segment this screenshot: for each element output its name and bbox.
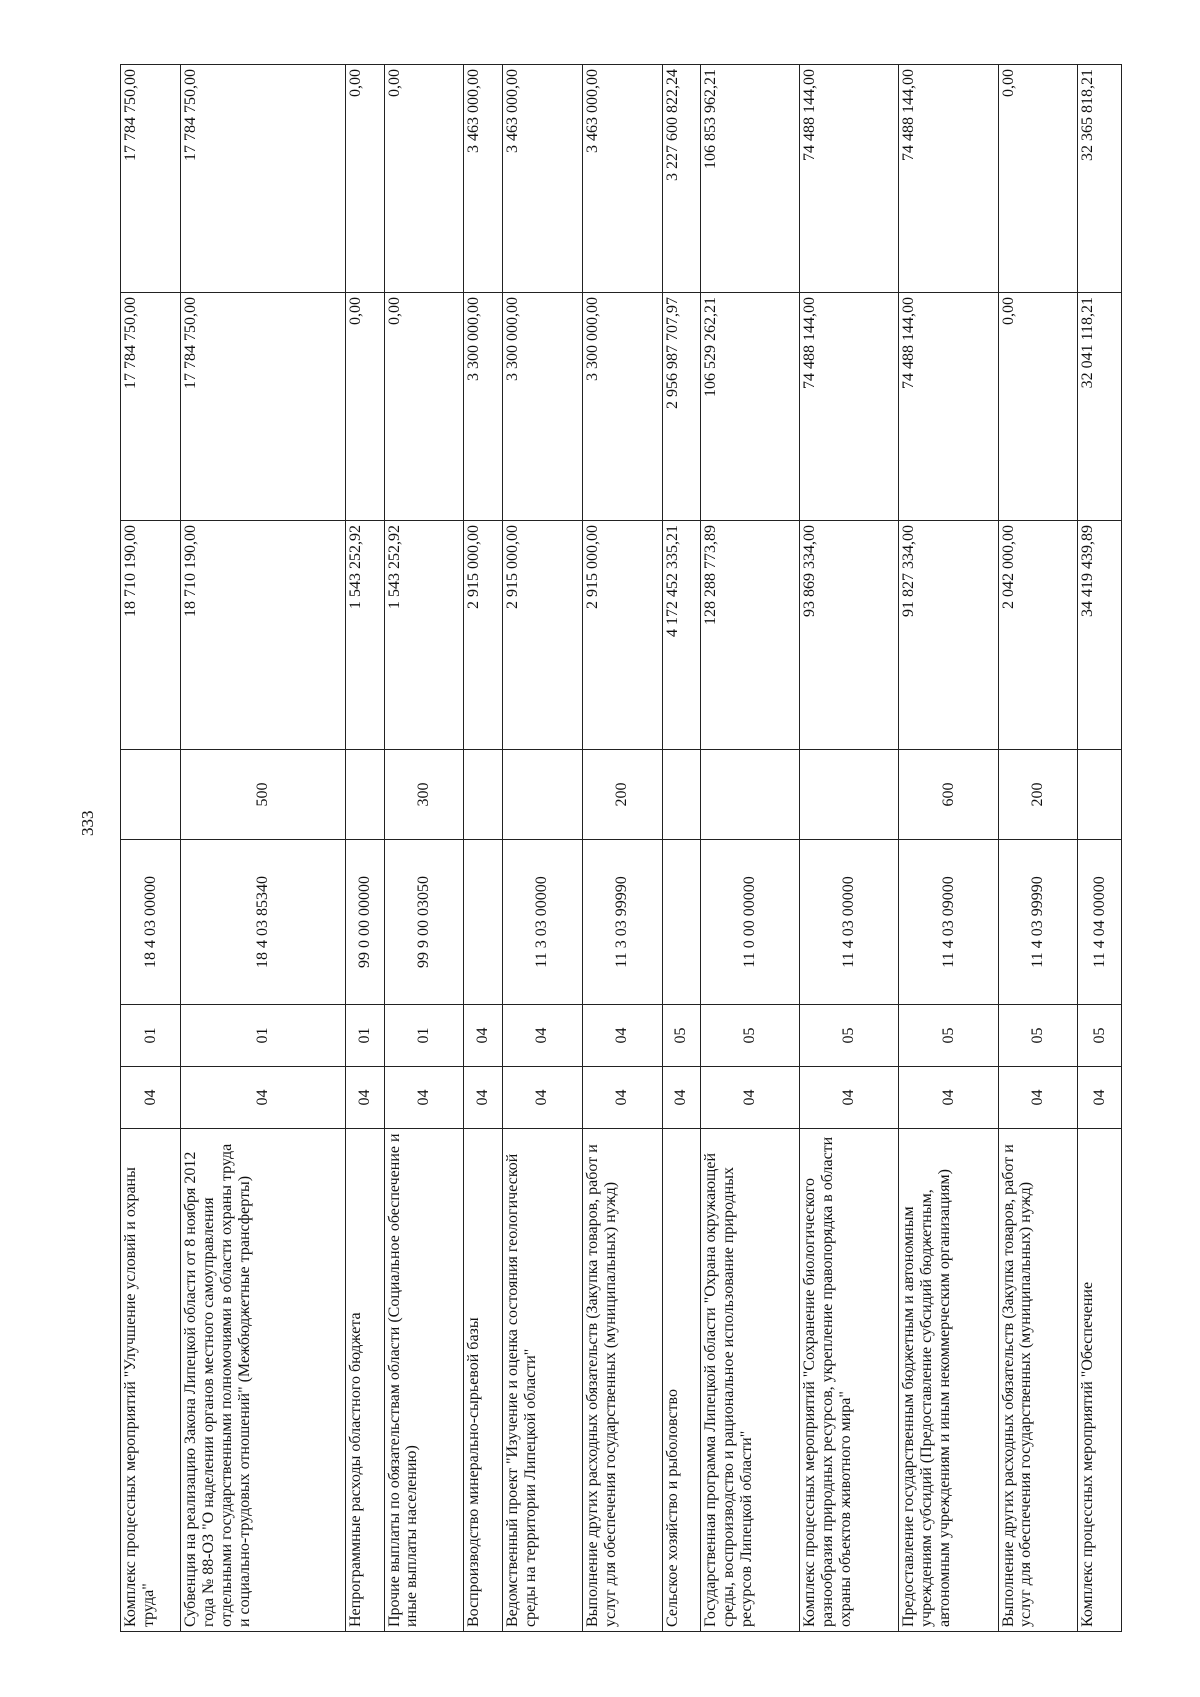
target-article-cell: 11 4 03 00000 bbox=[800, 840, 899, 1005]
expense-kind-cell: 200 bbox=[582, 750, 662, 840]
amount-year3-cell: 3 463 000,00 bbox=[502, 65, 582, 293]
expense-name-cell: Комплекс процессных мероприятий "Обеспечение bbox=[1078, 1129, 1122, 1632]
target-article-cell: 11 3 03 99990 bbox=[582, 840, 662, 1005]
target-article-cell: 11 4 03 09000 bbox=[899, 840, 998, 1005]
amount-year1-cell: 2 915 000,00 bbox=[502, 521, 582, 750]
expense-name-cell: Комплекс процессных мероприятий "Сохранение биологического разнообразия природных ресурсов, укрепление правопорядка в области охраны объектов животного мира" bbox=[800, 1129, 899, 1632]
table-row bbox=[662, 65, 701, 1632]
subsection-code-cell: 05 bbox=[701, 1005, 800, 1067]
expense-name-cell: Выполнение других расходных обязательств (Закупка товаров, работ и услуг для обеспечения государственных (муниципальных) нужд) bbox=[998, 1129, 1078, 1632]
amount-year3-cell: 3 463 000,00 bbox=[464, 65, 503, 293]
amount-year2-cell: 0,00 bbox=[998, 293, 1078, 521]
amount-year1-cell: 34 419 439,89 bbox=[1078, 521, 1122, 750]
amount-year3-cell: 0,00 bbox=[998, 65, 1078, 293]
section-code-cell: 04 bbox=[800, 1067, 899, 1129]
expense-name-cell: Предоставление государственным бюджетным и автономным учреждениям субсидий (Предоставление субсидий бюджетным, автономным учреждениям и иным некоммерческим организациям) bbox=[899, 1129, 998, 1632]
amount-year1-cell: 18 710 190,00 bbox=[181, 521, 345, 750]
section-code-cell: 04 bbox=[582, 1067, 662, 1129]
section-code-cell: 04 bbox=[662, 1067, 701, 1129]
expense-kind-cell bbox=[662, 750, 701, 840]
subsection-code-cell: 05 bbox=[899, 1005, 998, 1067]
subsection-code-cell: 05 bbox=[662, 1005, 701, 1067]
amount-year1-cell: 1 543 252,92 bbox=[345, 521, 384, 750]
target-article-cell: 11 4 04 00000 bbox=[1078, 840, 1122, 1005]
subsection-code-cell: 04 bbox=[582, 1005, 662, 1067]
table-row bbox=[464, 65, 503, 1632]
expense-kind-cell bbox=[502, 750, 582, 840]
section-code-cell: 04 bbox=[1078, 1067, 1122, 1129]
table-row bbox=[701, 65, 800, 1632]
table-row bbox=[998, 65, 1078, 1632]
section-code-cell: 04 bbox=[899, 1067, 998, 1129]
expense-kind-cell bbox=[345, 750, 384, 840]
subsection-code-cell: 01 bbox=[121, 1005, 181, 1067]
expense-kind-cell bbox=[701, 750, 800, 840]
amount-year1-cell: 4 172 452 335,21 bbox=[662, 521, 701, 750]
section-code-cell: 04 bbox=[345, 1067, 384, 1129]
table-row bbox=[1078, 65, 1122, 1632]
amount-year2-cell: 2 956 987 707,97 bbox=[662, 293, 701, 521]
section-code-cell: 04 bbox=[701, 1067, 800, 1129]
table-row bbox=[345, 65, 384, 1632]
expense-kind-cell: 500 bbox=[181, 750, 345, 840]
amount-year3-cell: 3 227 600 822,24 bbox=[662, 65, 701, 293]
section-code-cell: 04 bbox=[464, 1067, 503, 1129]
budget-table bbox=[120, 64, 1122, 1632]
amount-year2-cell: 3 300 000,00 bbox=[464, 293, 503, 521]
rotated-budget-table-container bbox=[120, 65, 1122, 1632]
subsection-code-cell: 05 bbox=[998, 1005, 1078, 1067]
expense-name-cell: Государственная программа Липецкой области "Охрана окружающей среды, воспроизводство и рациональное использование природных ресурсов Липецкой области" bbox=[701, 1129, 800, 1632]
table-row bbox=[502, 65, 582, 1632]
expense-kind-cell bbox=[1078, 750, 1122, 840]
table-row bbox=[384, 65, 464, 1632]
subsection-code-cell: 01 bbox=[384, 1005, 464, 1067]
target-article-cell: 18 4 03 00000 bbox=[121, 840, 181, 1005]
amount-year2-cell: 32 041 118,21 bbox=[1078, 293, 1122, 521]
target-article-cell: 99 0 00 00000 bbox=[345, 840, 384, 1005]
section-code-cell: 04 bbox=[502, 1067, 582, 1129]
amount-year3-cell: 32 365 818,21 bbox=[1078, 65, 1122, 293]
subsection-code-cell: 01 bbox=[181, 1005, 345, 1067]
target-article-cell bbox=[464, 840, 503, 1005]
amount-year1-cell: 91 827 334,00 bbox=[899, 521, 998, 750]
amount-year1-cell: 128 288 773,89 bbox=[701, 521, 800, 750]
amount-year2-cell: 74 488 144,00 bbox=[800, 293, 899, 521]
expense-kind-cell bbox=[464, 750, 503, 840]
subsection-code-cell: 04 bbox=[464, 1005, 503, 1067]
expense-name-cell: Субвенция на реализацию Закона Липецкой области от 8 ноября 2012 года № 88-ОЗ "О наделении органов местного самоуправления отдельными государственными полномочиями в области охраны труда и социально-трудовых отношений" (Межбюджетные трансферты) bbox=[181, 1129, 345, 1632]
expense-name-cell: Воспроизводство минерально-сырьевой базы bbox=[464, 1129, 503, 1632]
target-article-cell: 11 3 03 00000 bbox=[502, 840, 582, 1005]
expense-kind-cell bbox=[800, 750, 899, 840]
amount-year1-cell: 2 915 000,00 bbox=[582, 521, 662, 750]
expense-name-cell: Ведомственный проект "Изучение и оценка состояния геологической среды на территории Липецкой области" bbox=[502, 1129, 582, 1632]
expense-name-cell: Непрограммные расходы областного бюджета bbox=[345, 1129, 384, 1632]
table-row bbox=[800, 65, 899, 1632]
expense-name-cell: Комплекс процессных мероприятий "Улучшение условий и охраны труда" bbox=[121, 1129, 181, 1632]
table-row bbox=[899, 65, 998, 1632]
section-code-cell: 04 bbox=[384, 1067, 464, 1129]
target-article-cell bbox=[662, 840, 701, 1005]
section-code-cell: 04 bbox=[121, 1067, 181, 1129]
amount-year3-cell: 17 784 750,00 bbox=[121, 65, 181, 293]
amount-year3-cell: 17 784 750,00 bbox=[181, 65, 345, 293]
amount-year3-cell: 3 463 000,00 bbox=[582, 65, 662, 293]
subsection-code-cell: 05 bbox=[800, 1005, 899, 1067]
amount-year3-cell: 0,00 bbox=[384, 65, 464, 293]
target-article-cell: 11 0 00 00000 bbox=[701, 840, 800, 1005]
expense-kind-cell bbox=[121, 750, 181, 840]
amount-year1-cell: 1 543 252,92 bbox=[384, 521, 464, 750]
expense-name-cell: Выполнение других расходных обязательств (Закупка товаров, работ и услуг для обеспечения государственных (муниципальных) нужд) bbox=[582, 1129, 662, 1632]
subsection-code-cell: 04 bbox=[502, 1005, 582, 1067]
subsection-code-cell: 05 bbox=[1078, 1005, 1122, 1067]
subsection-code-cell: 01 bbox=[345, 1005, 384, 1067]
target-article-cell: 99 9 00 03050 bbox=[384, 840, 464, 1005]
amount-year1-cell: 2 042 000,00 bbox=[998, 521, 1078, 750]
amount-year2-cell: 0,00 bbox=[345, 293, 384, 521]
section-code-cell: 04 bbox=[181, 1067, 345, 1129]
table-row bbox=[181, 65, 345, 1632]
amount-year1-cell: 18 710 190,00 bbox=[121, 521, 181, 750]
amount-year2-cell: 17 784 750,00 bbox=[181, 293, 345, 521]
amount-year2-cell: 106 529 262,21 bbox=[701, 293, 800, 521]
amount-year3-cell: 74 488 144,00 bbox=[800, 65, 899, 293]
amount-year3-cell: 0,00 bbox=[345, 65, 384, 293]
amount-year1-cell: 2 915 000,00 bbox=[464, 521, 503, 750]
target-article-cell: 18 4 03 85340 bbox=[181, 840, 345, 1005]
amount-year1-cell: 93 869 334,00 bbox=[800, 521, 899, 750]
amount-year2-cell: 3 300 000,00 bbox=[502, 293, 582, 521]
section-code-cell: 04 bbox=[998, 1067, 1078, 1129]
amount-year3-cell: 106 853 962,21 bbox=[701, 65, 800, 293]
expense-name-cell: Сельское хозяйство и рыболовство bbox=[662, 1129, 701, 1632]
amount-year2-cell: 0,00 bbox=[384, 293, 464, 521]
amount-year3-cell: 74 488 144,00 bbox=[899, 65, 998, 293]
expense-kind-cell: 300 bbox=[384, 750, 464, 840]
expense-kind-cell: 200 bbox=[998, 750, 1078, 840]
table-row bbox=[582, 65, 662, 1632]
expense-name-cell: Прочие выплаты по обязательствам области (Социальное обеспечение и иные выплаты населению) bbox=[384, 1129, 464, 1632]
expense-kind-cell: 600 bbox=[899, 750, 998, 840]
amount-year2-cell: 74 488 144,00 bbox=[899, 293, 998, 521]
page-number: 333 bbox=[78, 810, 97, 836]
table-row bbox=[121, 65, 181, 1632]
amount-year2-cell: 17 784 750,00 bbox=[121, 293, 181, 521]
target-article-cell: 11 4 03 99990 bbox=[998, 840, 1078, 1005]
amount-year2-cell: 3 300 000,00 bbox=[582, 293, 662, 521]
